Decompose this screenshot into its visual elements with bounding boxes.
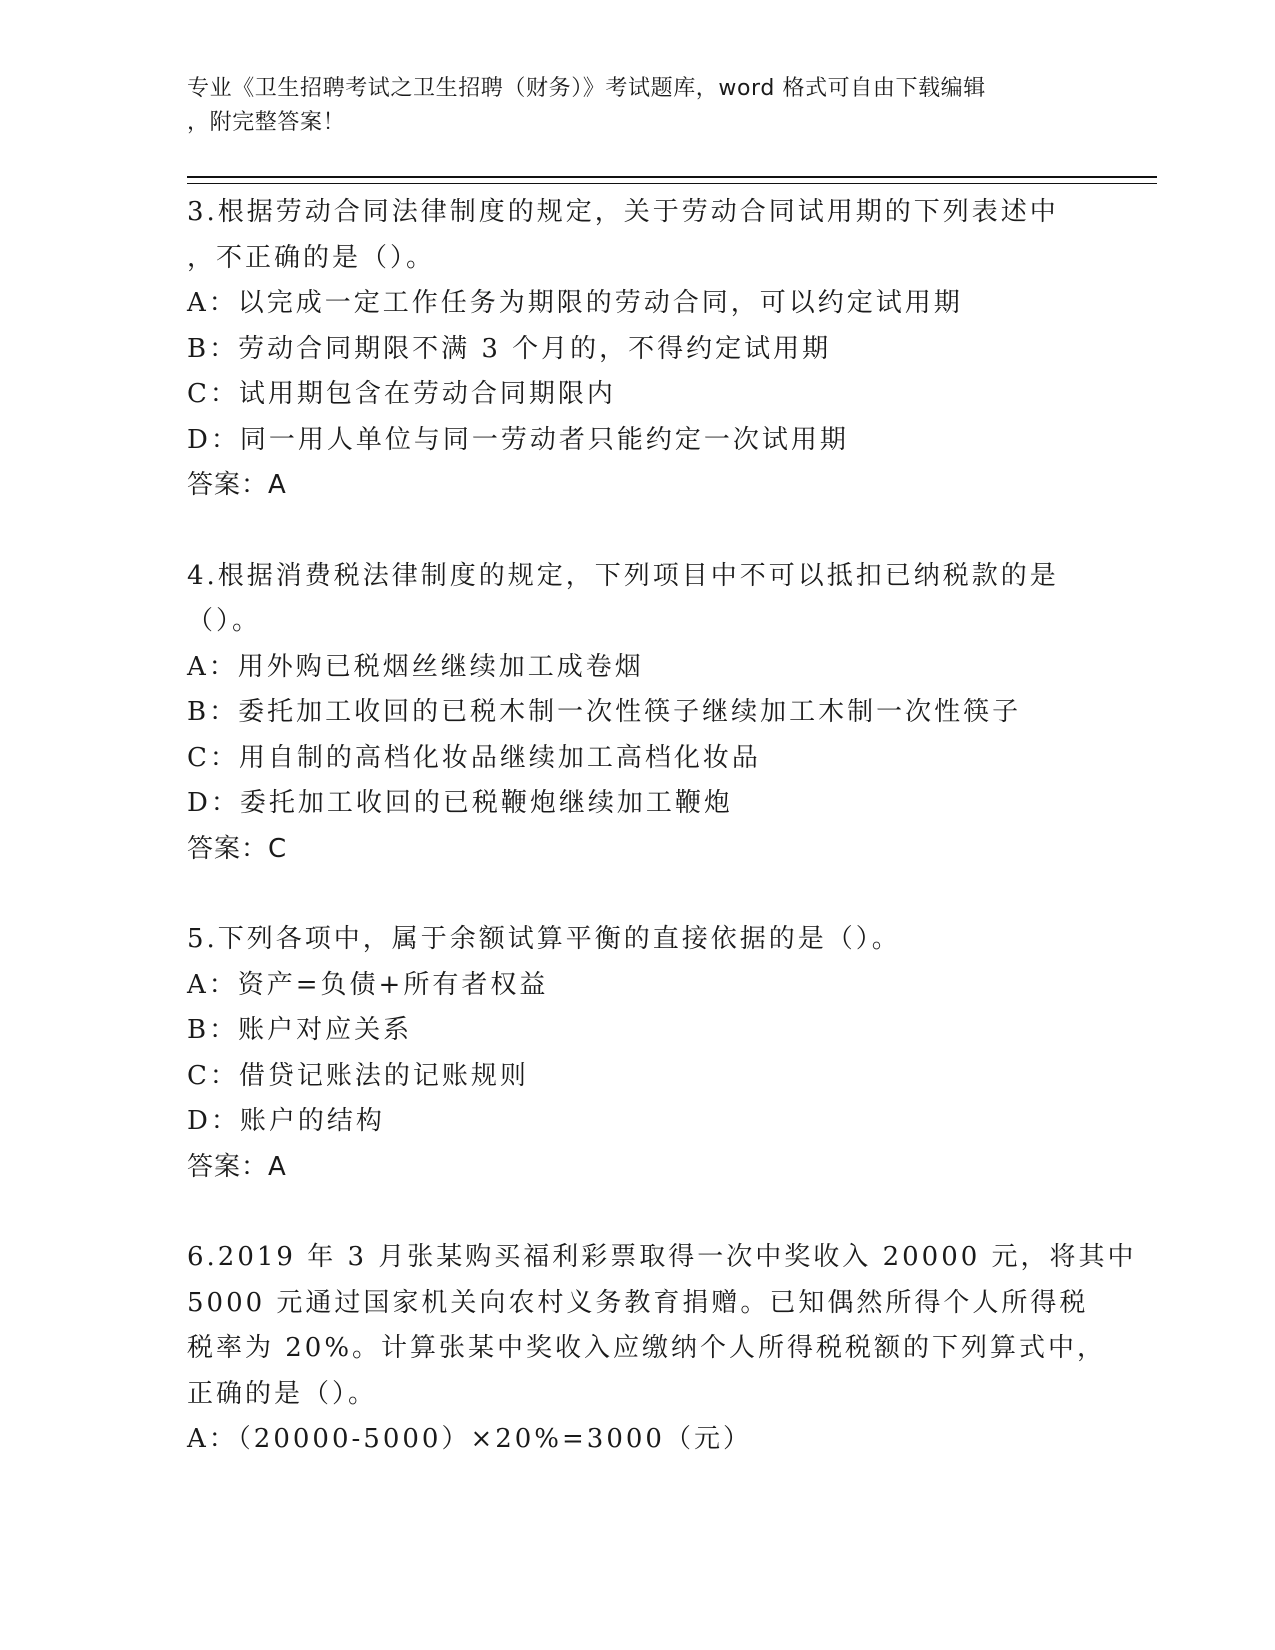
header-line-2: ，附完整答案！ <box>187 110 346 135</box>
header-rule-thin <box>187 183 1157 184</box>
question-6 <box>187 1235 1137 1463</box>
option-d: D：委托加工收回的已税鞭炮继续加工鞭炮 <box>187 788 733 818</box>
document-header <box>187 72 1087 140</box>
question-4 <box>187 554 1087 873</box>
option-c: C：试用期包含在劳动合同期限内 <box>187 379 616 409</box>
question-3 <box>187 190 1087 509</box>
option-d: D：同一用人单位与同一劳动者只能约定一次试用期 <box>187 424 849 455</box>
question-list <box>187 190 1137 1508</box>
option-a: A：以完成一定工作任务为期限的劳动合同，可以约定试用期 <box>187 288 963 318</box>
header-rule-thick <box>187 176 1157 178</box>
question-stem-line: （）。 <box>187 606 262 636</box>
option-a: A：资产=负债+所有者权益 <box>187 969 549 1000</box>
answer-line: 答案：A <box>187 470 287 500</box>
option-c: C：借贷记账法的记账规则 <box>187 1060 529 1091</box>
option-b: B：委托加工收回的已税木制一次性筷子继续加工木制一次性筷子 <box>187 697 1022 727</box>
question-stem-line: ，不正确的是（）。 <box>187 242 436 273</box>
option-a: A：用外购已税烟丝继续加工成卷烟 <box>187 651 644 682</box>
option-d: D：账户的结构 <box>187 1106 385 1136</box>
question-stem-line: 3.根据劳动合同法律制度的规定，关于劳动合同试用期的下列表述中 <box>187 197 1059 227</box>
question-stem-line: 5000 元通过国家机关向农村义务教育捐赠。已知偶然所得个人所得税 <box>187 1287 1089 1318</box>
question-stem-line: 正确的是（）。 <box>187 1378 378 1409</box>
answer-line: 答案：A <box>187 1151 287 1182</box>
question-5 <box>187 917 1087 1190</box>
option-a: A：（20000-5000）×20%=3000（元） <box>187 1424 752 1454</box>
option-c: C：用自制的高档化妆品继续加工高档化妆品 <box>187 742 761 773</box>
answer-line: 答案：C <box>187 833 288 864</box>
question-stem-line: 4.根据消费税法律制度的规定，下列项目中不可以抵扣已纳税款的是 <box>187 560 1059 591</box>
question-stem-line: 税率为 20%。计算张某中奖收入应缴纳个人所得税税额的下列算式中， <box>187 1333 1107 1363</box>
header-line-1: 专业《卫生招聘考试之卫生招聘（财务）》考试题库，word 格式可自由下载编辑 <box>187 76 986 101</box>
option-b: B：账户对应关系 <box>187 1015 413 1045</box>
option-b: B：劳动合同期限不满 3 个月的，不得约定试用期 <box>187 333 832 364</box>
question-stem-line: 6.2019 年 3 月张某购买福利彩票取得一次中奖收入 20000 元，将其中 <box>187 1242 1137 1272</box>
question-stem-line: 5.下列各项中，属于余额试算平衡的直接依据的是（）。 <box>187 924 901 954</box>
